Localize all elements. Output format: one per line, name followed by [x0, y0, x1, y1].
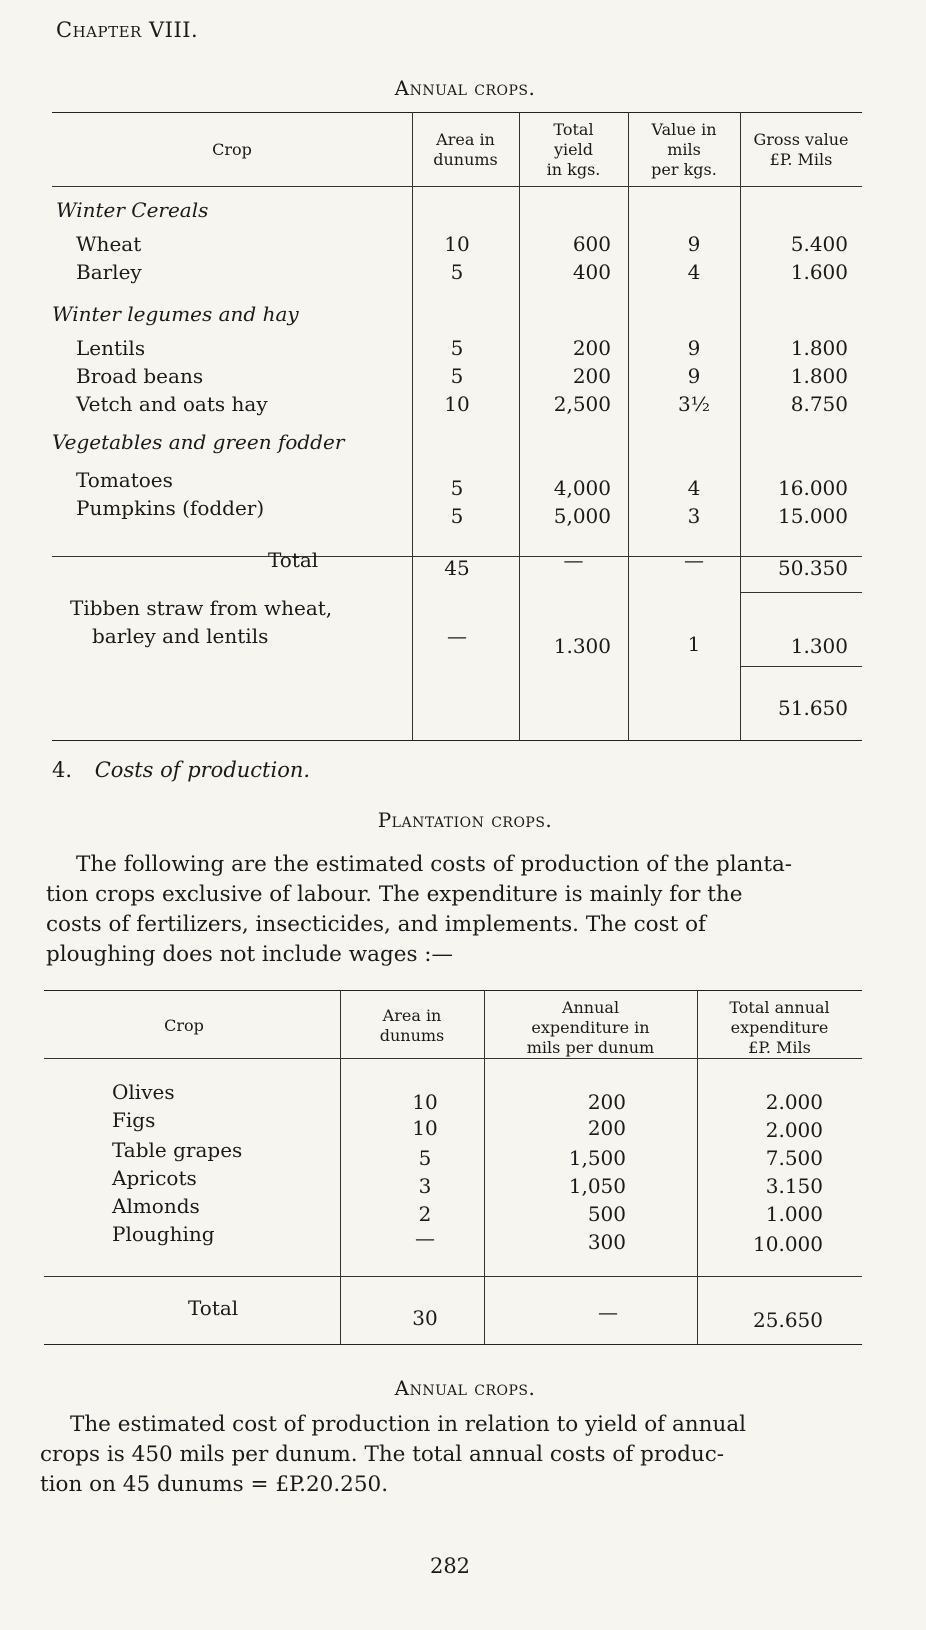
annual-table-title: Annual crops. — [394, 76, 536, 100]
yield-cell: 200 — [572, 364, 611, 388]
group-label: Winter Cereals — [56, 198, 209, 222]
area-cell: 10 — [444, 232, 470, 256]
gross-cell: 5.400 — [790, 232, 848, 256]
gross-cell: 8.750 — [790, 392, 848, 416]
yield-cell: 4,000 — [553, 476, 611, 500]
crop-cell: Pumpkins (fodder) — [76, 496, 265, 520]
total-cell: 2.000 — [765, 1090, 823, 1114]
crop-cell: Ploughing — [112, 1222, 215, 1246]
grand-total: 51.650 — [778, 696, 848, 720]
table-rule — [44, 1058, 862, 1059]
header-value — [628, 120, 740, 180]
table-rule — [44, 990, 862, 991]
exp-cell: 200 — [587, 1090, 626, 1114]
gross-cell: 1.800 — [790, 336, 848, 360]
table-rule — [44, 1276, 862, 1277]
crop-cell: Vetch and oats hay — [76, 392, 268, 416]
total-cell: 2.000 — [765, 1118, 823, 1142]
crop-cell: barley and lentils — [92, 624, 269, 648]
header-area-line: dunums — [379, 1026, 445, 1045]
para-line: tion on 45 dunums = £P.20.250. — [40, 1472, 389, 1497]
yield-cell: 5,000 — [553, 504, 611, 528]
header-crop: Crop — [212, 140, 252, 159]
header-value-line: mils — [667, 140, 701, 159]
header-yield-line: in kgs. — [546, 160, 601, 179]
gross-cell: 1.300 — [790, 634, 848, 658]
exp-cell: 300 — [587, 1230, 626, 1254]
para-line: crops is 450 mils per dunum. The total annual costs of produc- — [40, 1442, 725, 1467]
table-rule — [740, 666, 862, 667]
crop-cell: Table grapes — [112, 1138, 243, 1162]
crop-cell: Tomatoes — [76, 468, 173, 492]
section-number: 4. — [52, 758, 73, 782]
total-cell: 10.000 — [753, 1232, 823, 1256]
value-cell: 3½ — [677, 392, 711, 416]
header-exp-line: mils per dunum — [526, 1038, 655, 1057]
header-area-line: Area in — [436, 130, 495, 149]
area-cell: 5 — [450, 504, 464, 528]
header-area-line: dunums — [433, 150, 498, 169]
header-value-line: Value in — [651, 120, 717, 139]
chapter-heading: Chapter VIII. — [56, 18, 199, 42]
exp-cell: 200 — [587, 1116, 626, 1140]
total-cell: 1.000 — [765, 1202, 823, 1226]
crop-cell: Broad beans — [76, 364, 204, 388]
area-cell: 10 — [444, 392, 470, 416]
header-total-expenditure — [697, 998, 862, 1058]
area-cell: 5 — [450, 336, 464, 360]
value-cell: — — [684, 548, 704, 572]
header-tot-line: Total annual — [729, 998, 830, 1017]
crop-cell: Olives — [112, 1080, 175, 1104]
value-cell: 9 — [687, 364, 701, 388]
exp-cell: 500 — [587, 1202, 626, 1226]
crop-cell: Wheat — [76, 232, 142, 256]
value-cell: 4 — [687, 260, 701, 284]
header-tot-line: expenditure — [730, 1018, 829, 1037]
gross-cell: 50.350 — [778, 556, 848, 580]
annual-crops-subheading: Annual crops. — [394, 1376, 536, 1400]
crop-cell: Figs — [112, 1108, 156, 1132]
group-label: Winter legumes and hay — [52, 302, 299, 326]
group-label: Vegetables and green fodder — [52, 430, 345, 454]
header-yield-line: yield — [554, 140, 593, 159]
gross-cell: 1.600 — [790, 260, 848, 284]
para-line: The following are the estimated costs of production of the planta- — [76, 852, 793, 877]
header-crop: Crop — [164, 1016, 204, 1035]
value-cell: 3 — [687, 504, 701, 528]
header-area — [340, 1006, 484, 1046]
crop-cell: Tibben straw from wheat, — [70, 596, 333, 620]
area-cell: 3 — [418, 1174, 432, 1198]
header-tot-line: £P. Mils — [748, 1038, 811, 1057]
total-cell: 7.500 — [765, 1146, 823, 1170]
area-cell: 10 — [412, 1090, 438, 1114]
value-cell: 4 — [687, 476, 701, 500]
header-gross — [740, 130, 862, 170]
para-line: costs of fertilizers, insecticides, and implements. The cost of — [46, 912, 706, 937]
plantation-title: Plantation crops. — [377, 808, 553, 832]
value-cell: 1 — [687, 632, 701, 656]
header-area-line: Area in — [382, 1006, 442, 1025]
table-rule — [44, 1344, 862, 1345]
gross-cell: 15.000 — [778, 504, 848, 528]
section-heading — [52, 758, 310, 782]
area-cell: 5 — [450, 364, 464, 388]
para-line: tion crops exclusive of labour. The expenditure is mainly for the — [46, 882, 743, 907]
yield-cell: 2,500 — [553, 392, 611, 416]
total-label: Total — [188, 1296, 239, 1320]
area-cell: — — [447, 624, 467, 648]
header-area — [412, 130, 519, 170]
yield-cell: 600 — [572, 232, 611, 256]
gross-cell: 16.000 — [778, 476, 848, 500]
annual-paragraph — [40, 1410, 866, 1500]
para-line: The estimated cost of production in relation to yield of annual — [70, 1412, 747, 1437]
crop-cell: Apricots — [112, 1166, 197, 1190]
header-yield — [519, 120, 628, 180]
table-rule — [52, 740, 862, 741]
yield-cell: 200 — [572, 336, 611, 360]
page-number: 282 — [429, 1554, 471, 1578]
crop-cell: Barley — [76, 260, 142, 284]
total-cell: 25.650 — [753, 1308, 823, 1332]
area-cell: 10 — [412, 1116, 438, 1140]
header-exp-line: Annual — [561, 998, 620, 1017]
area-cell: — — [415, 1226, 435, 1250]
area-cell: 45 — [444, 556, 470, 580]
exp-cell: 1,500 — [568, 1146, 626, 1170]
section-title: Costs of production. — [94, 758, 311, 782]
header-expenditure — [484, 998, 697, 1058]
total-cell: 3.150 — [765, 1174, 823, 1198]
total-label: Total — [268, 548, 319, 572]
header-exp-line: expenditure in — [531, 1018, 650, 1037]
value-cell: 9 — [687, 336, 701, 360]
crop-cell: Lentils — [76, 336, 146, 360]
area-cell: 5 — [450, 476, 464, 500]
area-cell: 30 — [412, 1306, 438, 1330]
gross-cell: 1.800 — [790, 364, 848, 388]
table-rule — [740, 592, 862, 593]
header-value-line: per kgs. — [651, 160, 717, 179]
exp-cell: — — [598, 1300, 618, 1324]
yield-cell: 400 — [572, 260, 611, 284]
area-cell: 5 — [418, 1146, 432, 1170]
yield-cell: — — [563, 548, 584, 572]
header-gross-line: Gross value — [753, 130, 849, 149]
area-cell: 5 — [450, 260, 464, 284]
area-cell: 2 — [418, 1202, 432, 1226]
header-yield-line: Total — [553, 120, 594, 139]
yield-cell: 1.300 — [553, 634, 611, 658]
crop-cell: Almonds — [112, 1194, 200, 1218]
plantation-paragraph — [46, 850, 866, 970]
para-line: ploughing does not include wages :— — [46, 942, 454, 967]
exp-cell: 1,050 — [568, 1174, 626, 1198]
value-cell: 9 — [687, 232, 701, 256]
header-gross-line: £P. Mils — [769, 150, 833, 169]
